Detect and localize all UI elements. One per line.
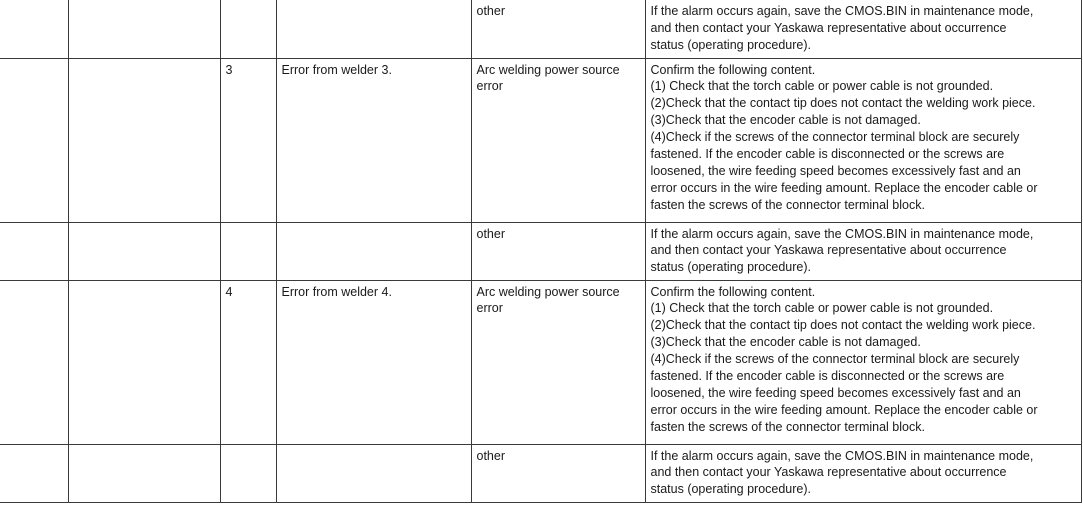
remedy-line: (4)Check if the screws of the connector terminal block are securely — [650, 130, 1020, 145]
blank-cell — [68, 444, 220, 502]
meaning-cell — [276, 444, 471, 502]
sub-code-cell: 3 — [220, 58, 276, 222]
blank-cell — [0, 222, 68, 280]
table-row — [0, 58, 1081, 222]
meaning-cell: Error from welder 3. — [276, 58, 471, 222]
remedy-cell — [645, 444, 1081, 502]
remedy-line: If the alarm occurs again, save the CMOS.BIN in maintenance mode, — [650, 448, 1034, 463]
table-row — [0, 444, 1081, 502]
blank-cell — [68, 222, 220, 280]
remedy-line: (1) Check that the torch cable or power cable is not grounded. — [650, 301, 994, 316]
blank-cell — [0, 280, 68, 444]
remedy-line: (2)Check that the contact tip does not contact the welding work piece. — [650, 318, 1036, 333]
remedy-cell — [645, 222, 1081, 280]
remedy-line: and then contact your Yaskawa representative about occurrence — [650, 465, 1007, 480]
meaning-cell — [276, 0, 471, 58]
meaning-cell — [276, 222, 471, 280]
meaning-cell: Error from welder 4. — [276, 280, 471, 444]
table-row — [0, 280, 1081, 444]
remedy-line: If the alarm occurs again, save the CMOS.BIN in maintenance mode, — [650, 226, 1034, 241]
cause-text: other — [476, 226, 505, 241]
remedy-line: (4)Check if the screws of the connector terminal block are securely — [650, 352, 1020, 367]
remedy-cell — [645, 58, 1081, 222]
cause-line: Arc welding power source — [476, 62, 620, 77]
cause-text: other — [476, 448, 505, 463]
blank-cell — [68, 280, 220, 444]
remedy-line: (3)Check that the encoder cable is not damaged. — [650, 335, 921, 350]
blank-cell — [68, 0, 220, 58]
blank-cell — [0, 58, 68, 222]
cause-cell — [471, 280, 645, 444]
blank-cell — [68, 58, 220, 222]
remedy-line: fasten the screws of the connector terminal block. — [650, 419, 925, 434]
remedy-line: error occurs in the wire feeding amount. Replace the encoder cable or — [650, 180, 1038, 195]
remedy-line: loosened, the wire feeding speed becomes excessively fast and an — [650, 163, 1021, 178]
sub-code-cell — [220, 222, 276, 280]
remedy-line: Confirm the following content. — [650, 284, 816, 299]
remedy-line: and then contact your Yaskawa representative about occurrence — [650, 243, 1007, 258]
remedy-line: status (operating procedure). — [650, 37, 812, 52]
blank-cell — [0, 0, 68, 58]
sub-code-cell — [220, 0, 276, 58]
cause-line: error — [476, 301, 503, 316]
cause-cell — [471, 444, 645, 502]
remedy-line: and then contact your Yaskawa representative about occurrence — [650, 20, 1007, 35]
remedy-cell — [645, 280, 1081, 444]
remedy-line: (2)Check that the contact tip does not contact the welding work piece. — [650, 96, 1036, 111]
remedy-line: status (operating procedure). — [650, 260, 812, 275]
cause-text: other — [476, 4, 505, 18]
remedy-line: fastened. If the encoder cable is disconnected or the screws are — [650, 147, 1005, 162]
remedy-line: error occurs in the wire feeding amount. Replace the encoder cable or — [650, 402, 1038, 417]
cause-cell — [471, 58, 645, 222]
table-row — [0, 0, 1081, 58]
remedy-line: status (operating procedure). — [650, 482, 812, 497]
cause-cell — [471, 0, 645, 58]
sub-code-cell — [220, 444, 276, 502]
cause-line: error — [476, 79, 503, 94]
remedy-line: (1) Check that the torch cable or power cable is not grounded. — [650, 79, 994, 94]
cause-cell — [471, 222, 645, 280]
remedy-line: Confirm the following content. — [650, 62, 816, 77]
remedy-line: loosened, the wire feeding speed becomes excessively fast and an — [650, 385, 1021, 400]
remedy-line: (3)Check that the encoder cable is not damaged. — [650, 113, 921, 128]
remedy-line: If the alarm occurs again, save the CMOS.BIN in maintenance mode, — [650, 4, 1034, 18]
blank-cell — [0, 444, 68, 502]
remedy-line: fastened. If the encoder cable is disconnected or the screws are — [650, 369, 1005, 384]
cause-line: Arc welding power source — [476, 284, 620, 299]
table-row — [0, 222, 1081, 280]
remedy-line: fasten the screws of the connector terminal block. — [650, 197, 925, 212]
remedy-cell — [645, 0, 1081, 58]
sub-code-cell: 4 — [220, 280, 276, 444]
